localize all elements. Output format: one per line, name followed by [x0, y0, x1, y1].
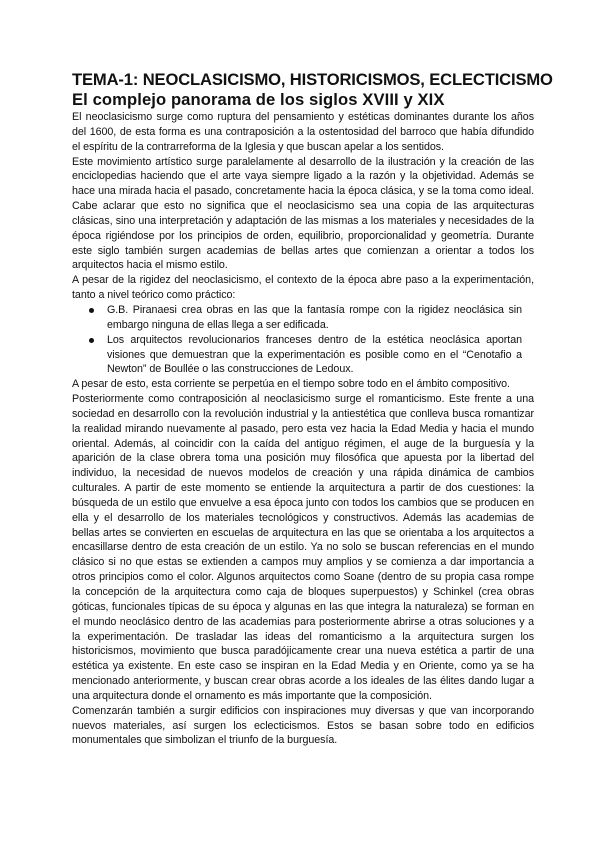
paragraph-intro: El neoclasicismo surge como ruptura del pensamiento y estéticas dominantes durante los años del 1600, de esta forma es una contraposición a la ostentosidad del barroco que había difundido el espíritu de la contrarreforma de la Iglesia y que buscan apelar a los sentidos.	[72, 111, 534, 153]
list-item	[72, 303, 534, 333]
paragraph-experimentation: A pesar de la rigidez del neoclasicismo, el contexto de la época abre paso a la experimentación, tanto a nivel teórico como práctico:	[72, 274, 534, 302]
paragraph-romanticism: Posteriormente como contraposición al neoclasicismo surge el romanticismo. Este frente a una sociedad en desarrollo con la revolución industrial y la antiestética que conlleva busca romantizar la realidad mirando nuevamente al pasado, pero esta vez hacia la Edad Media y hacia el mundo oriental. Además, al coincidir con la caída del antiguo régimen, el auge de la burguesía y la aparición de la clase obrera toma una posición muy filosófica que apuesta por la libertad del individuo, la necesidad de nuevos modelos de creación y una rápida dinámica de cambios culturales. A partir de este momento se entiende la arquitectura a partir de dos cuestiones: la búsqueda de un estilo que envuelve a esa época junto con todos los cambios que se producen en ella y el desarrollo de los materiales tecnológicos y constructivos. Además las academias de bellas artes se convierten en escuelas de arquitectura en las que se orientaba a los arquitectos a encasillarse dentro de esta creación de un estilo. Ya no solo se buscan referencias en el mundo clásico si no que estas se extienden a campos muy amplios y se comienza a dar importancia a otros principios como el color. Algunos arquitectos como Soane (dentro de su propia casa rompe la concepción de la arquitectura como caja de bloques superpuestos) y Schinkel (crea obras góticas, funcionales típicas de su época y algunas en las que integra la naturaleza) se forman en el mundo neoclásico dentro de las academias para posteriormente abrirse a otras soluciones y a la experimentación. De trasladar las ideas del romanticismo a la arquitectura surgen los historicismos, movimiento que busca paradójicamente crear una nueva estética a partir de una estética ya existente. En este caso se inspiran en la Edad Media y en Oriente, como ya se ha mencionado anteriormente, y buscan crear obras acorde a los ideales de las élites dando lugar a una arquitectura donde el ornamento es más importante que la composición.	[72, 393, 534, 702]
bullet-icon	[89, 338, 94, 343]
document-body	[72, 110, 534, 748]
list-item	[72, 333, 534, 378]
paragraph-enlightenment: Este movimiento artístico surge paralelamente al desarrollo de la ilustración y la creación de las enciclopedias haciendo que el arte vaya siempre ligado a la razón y la objetividad. Además se hace una mirada hacia el pasado, concretamente hacia la época clásica, y se la toma como ideal. Cabe aclarar que esto no significa que el neoclasicismo sea una copia de las arquitecturas clásicas, sino una interpretación y adaptación de las mismas a los materiales y necesidades de la época rigiéndose por los principios de orden, equilibrio, proporcionalidad y geometría. Durante este siglo también surgen academias de bellas artes que comienzan a orientar a todos los arquitectos hacia el mismo estilo.	[72, 155, 534, 272]
list-item-text: G.B. Piranaesi crea obras en las que la fantasía rompe con la rigidez neoclásica sin embargo ninguna de ellas llega a ser edificada.	[107, 303, 522, 331]
paragraph-perpetuation: A pesar de esto, esta corriente se perpetúa en el tiempo sobre todo en el ámbito compositivo.	[72, 378, 510, 391]
document-title: TEMA-1: NEOCLASICISMO, HISTORICISMOS, ECLECTICISMO	[72, 70, 553, 89]
bullet-list	[72, 303, 534, 377]
document-subtitle: El complejo panorama de los siglos XVIII y XIX	[72, 90, 445, 109]
list-item-text: Los arquitectos revolucionarios franceses dentro de la estética neoclásica aportan visiones que demuestran que la experimentación es posible como en el “Cenotafio a Newton” de Boullée o las construcciones de Ledoux.	[107, 333, 522, 376]
bullet-icon	[89, 308, 94, 313]
document-page	[72, 70, 553, 748]
paragraph-eclecticism: Comenzarán también a surgir edificios con inspiraciones muy diversas y que van incorporando nuevos materiales, así surgen los eclecticismos. Estos se basan sobre todo en edificios monumentales que simbolizan el triunfo de la burguesía.	[72, 704, 534, 747]
